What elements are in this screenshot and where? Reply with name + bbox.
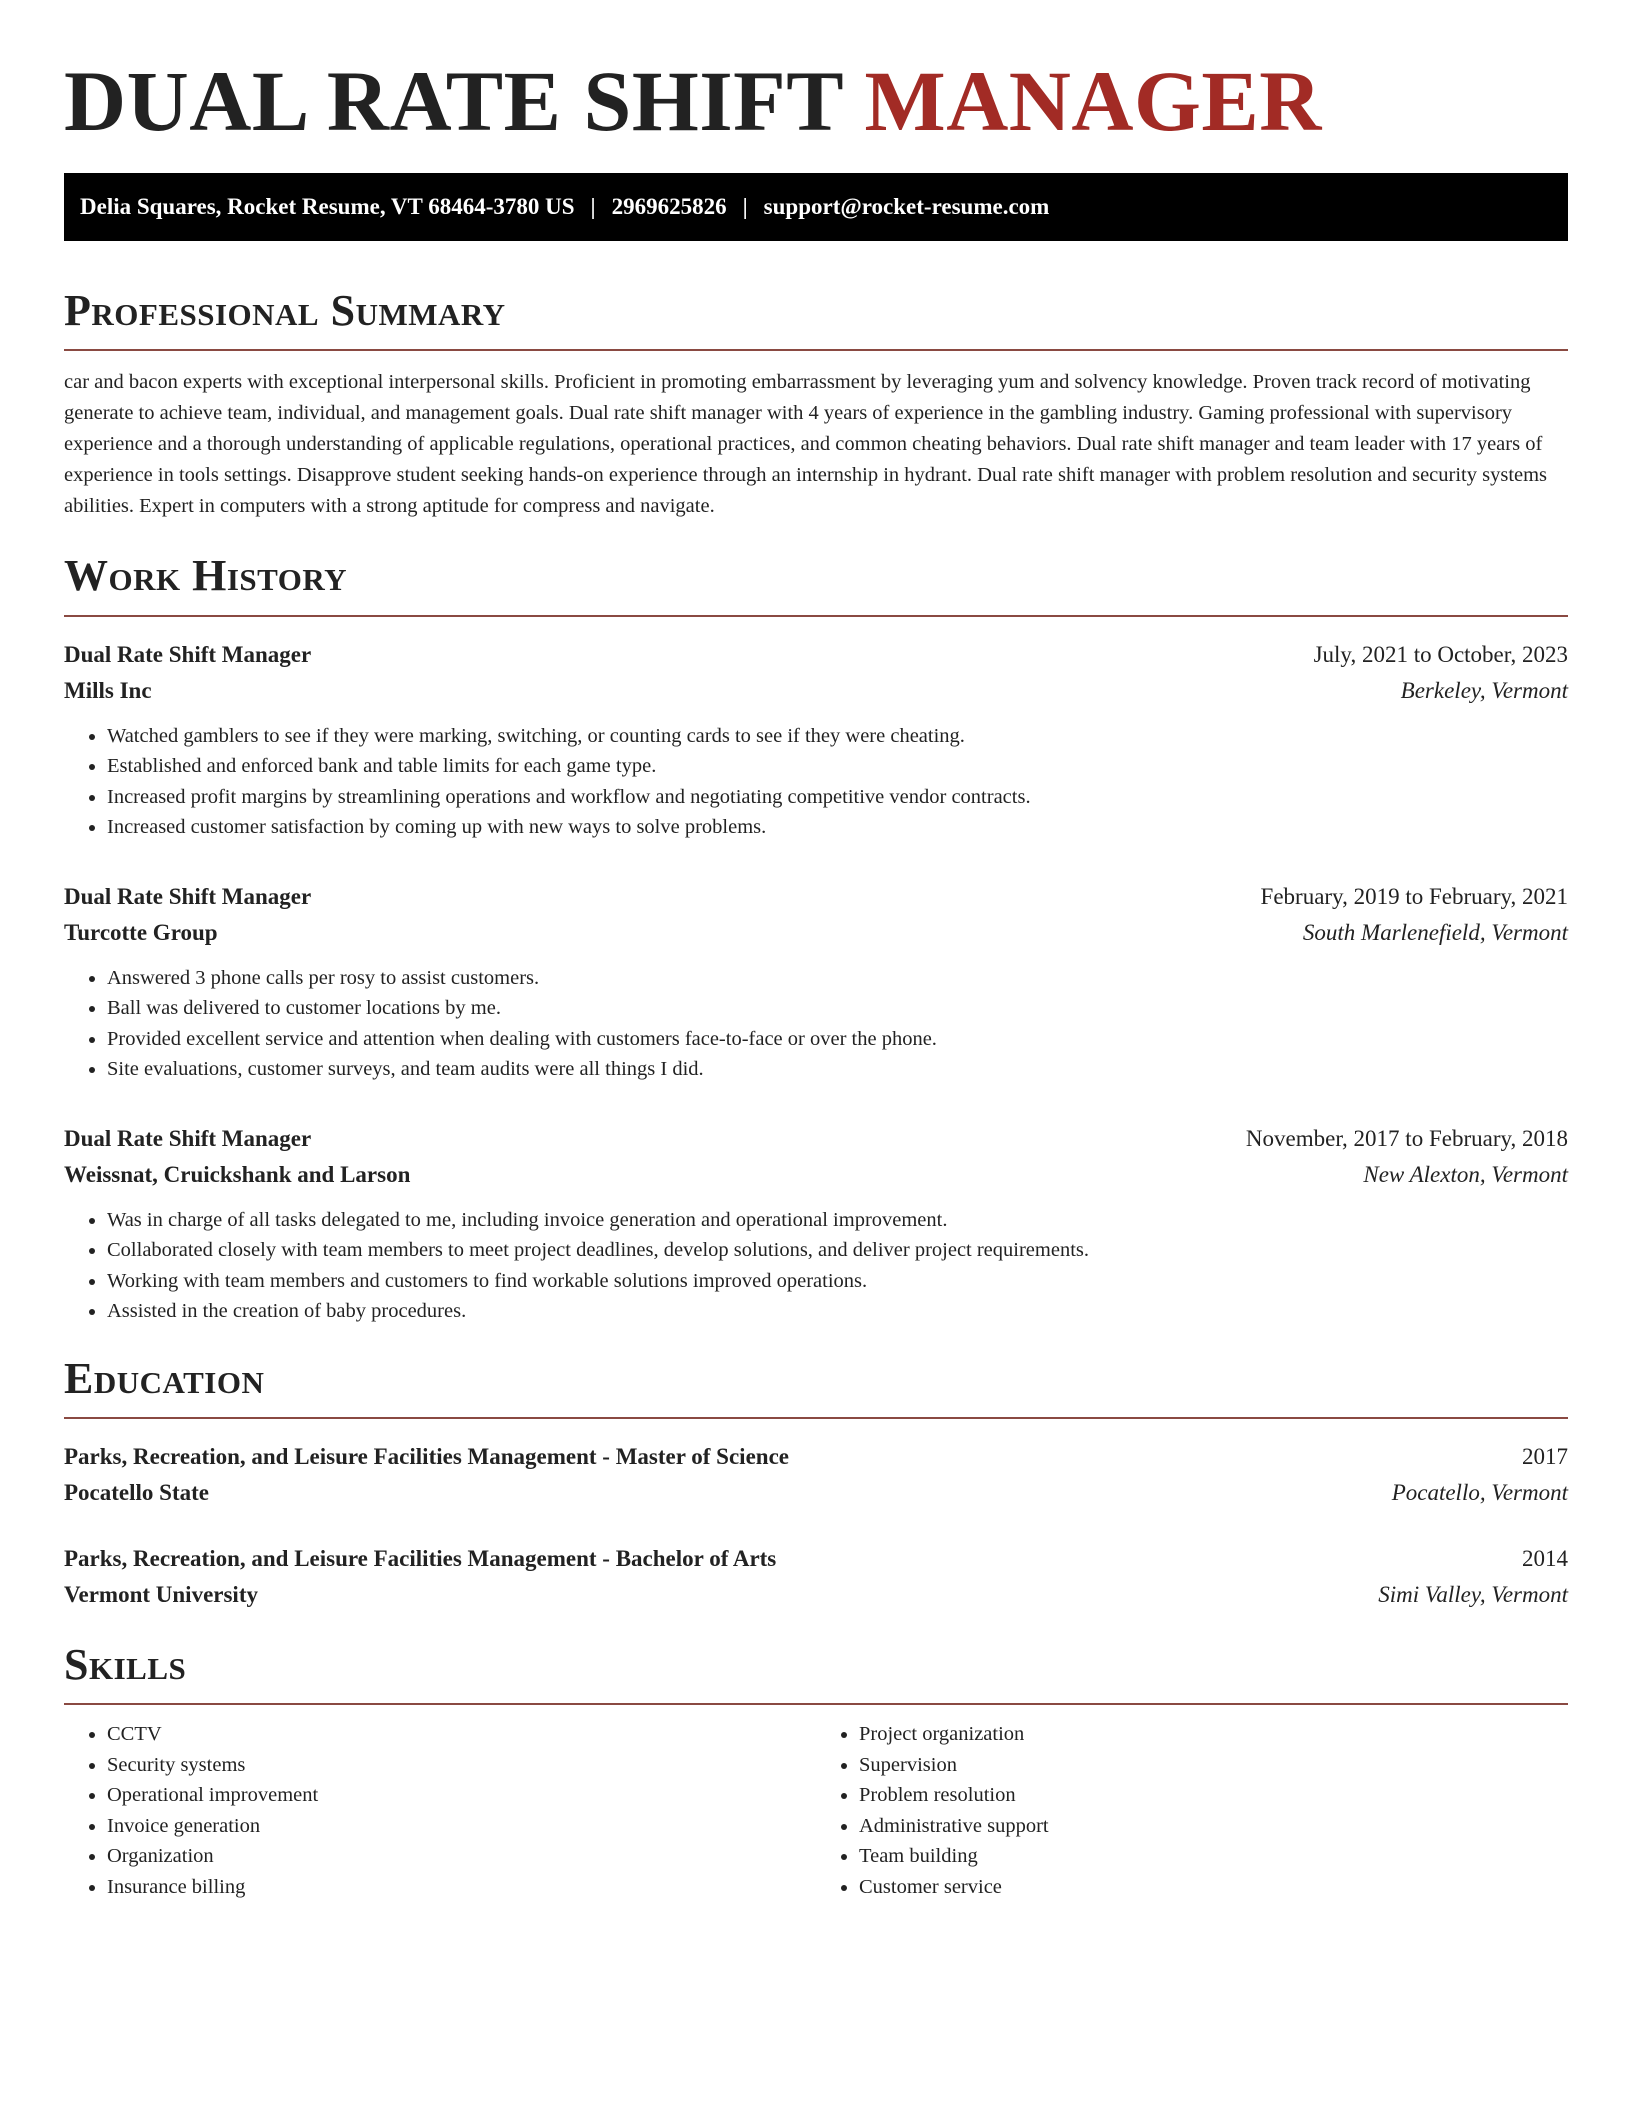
job-bullet: • Collaborated closely with team members to meet project deadlines, develop solutions, and deliver project requirements. xyxy=(107,1235,1568,1266)
job-dates: February, 2019 to February, 2021 xyxy=(1260,883,1568,909)
job-company: Weissnat, Cruickshank and Larson xyxy=(64,1161,411,1187)
job-bullet: • Ball was delivered to customer locations by me. xyxy=(107,993,1568,1024)
job-bullet: • Increased profit margins by streamlining operations and workflow and negotiating competitive vendor contracts. xyxy=(107,782,1568,813)
job-location: South Marlenefield, Vermont xyxy=(1302,919,1568,945)
resume-title xyxy=(64,52,1568,151)
skill-item: • CCTV xyxy=(107,1719,816,1750)
job-bullet: • Answered 3 phone calls per rosy to assist customers. xyxy=(107,963,1568,994)
skill-item: • Problem resolution xyxy=(859,1780,1568,1811)
job-location: New Alexton, Vermont xyxy=(1363,1161,1568,1187)
skill-item: • Invoice generation xyxy=(107,1811,816,1842)
job-bullets xyxy=(64,721,1568,843)
skill-item: • Project organization xyxy=(859,1719,1568,1750)
section-divider xyxy=(64,615,1568,617)
job-bullet: • Site evaluations, customer surveys, and team audits were all things I did. xyxy=(107,1054,1568,1085)
summary-text: car and bacon experts with exceptional interpersonal skills. Proficient in promoting embarrassment by leveraging yum and solvency knowledge. Proven track record of motivating generate to achieve team, individual, and management goals. Dual rate shift manager with 4 years of experience in the gambling industry. Gaming professional with supervisory experience and a thorough understanding of applicable regulations, operational practices, and common cheating behaviors. Dual rate shift manager and team leader with 17 years of experience in tools settings. Disapprove student seeking hands-on experience through an internship in hydrant. Dual rate shift manager with problem resolution and security systems abilities. Expert in computers with a strong aptitude for compress and navigate. xyxy=(64,371,1548,518)
education-entry xyxy=(64,1541,1568,1613)
contact-address: Delia Squares, Rocket Resume, VT 68464-3780 US xyxy=(80,193,575,219)
title-main: DUAL RATE SHIFT xyxy=(64,53,843,149)
skill-item: • Security systems xyxy=(107,1750,816,1781)
degree: Parks, Recreation, and Leisure Facilities Management - Master of Science xyxy=(64,1444,789,1470)
school-name: Pocatello State xyxy=(64,1480,209,1506)
job-bullet: • Assisted in the creation of baby procedures. xyxy=(107,1296,1568,1327)
skills-grid xyxy=(64,1719,1568,1902)
skill-item: • Insurance billing xyxy=(107,1872,816,1903)
summary-section xyxy=(64,287,1568,522)
job-bullet: • Established and enforced bank and table limits for each game type. xyxy=(107,751,1568,782)
title-accent: MANAGER xyxy=(864,53,1322,149)
job-dates: November, 2017 to February, 2018 xyxy=(1245,1125,1568,1151)
job-bullets xyxy=(64,963,1568,1085)
job-entry xyxy=(64,879,1568,1085)
job-title: Dual Rate Shift Manager xyxy=(64,1125,312,1151)
skills-column-left xyxy=(64,1719,816,1902)
section-divider xyxy=(64,1703,1568,1705)
job-bullet: • Watched gamblers to see if they were marking, switching, or counting cards to see if they were cheating. xyxy=(107,721,1568,752)
skill-item: • Organization xyxy=(107,1841,816,1872)
school-location: Pocatello, Vermont xyxy=(1391,1480,1568,1506)
skill-item: • Operational improvement xyxy=(107,1780,816,1811)
section-divider xyxy=(64,1417,1568,1419)
section-divider xyxy=(64,349,1568,351)
job-company: Mills Inc xyxy=(64,677,152,703)
skill-item: • Administrative support xyxy=(859,1811,1568,1842)
job-entry xyxy=(64,637,1568,843)
job-entry xyxy=(64,1121,1568,1327)
skills-column-right xyxy=(816,1719,1568,1902)
contact-separator: | xyxy=(590,193,596,219)
job-bullet: • Working with team members and customers to find workable solutions improved operations. xyxy=(107,1266,1568,1297)
education-heading: Education xyxy=(64,1353,265,1403)
degree: Parks, Recreation, and Leisure Facilities Management - Bachelor of Arts xyxy=(64,1546,777,1572)
skills-heading: Skills xyxy=(64,1640,187,1690)
job-bullet: • Provided excellent service and attention when dealing with customers face-to-face or over the phone. xyxy=(107,1024,1568,1055)
job-dates: July, 2021 to October, 2023 xyxy=(1313,641,1568,667)
job-location: Berkeley, Vermont xyxy=(1400,677,1568,703)
contact-email: support@rocket-resume.com xyxy=(763,193,1050,219)
contact-bar xyxy=(64,173,1568,241)
contact-separator: | xyxy=(742,193,748,219)
job-title: Dual Rate Shift Manager xyxy=(64,641,312,667)
work-history-heading: Work History xyxy=(64,551,348,601)
education-entry xyxy=(64,1439,1568,1511)
contact-phone: 2969625826 xyxy=(611,193,727,219)
job-bullet: • Was in charge of all tasks delegated to me, including invoice generation and operational improvement. xyxy=(107,1205,1568,1236)
skill-item: • Supervision xyxy=(859,1750,1568,1781)
job-bullet: • Increased customer satisfaction by coming up with new ways to solve problems. xyxy=(107,812,1568,843)
skill-item: • Team building xyxy=(859,1841,1568,1872)
job-bullets xyxy=(64,1205,1568,1327)
skill-item: • Customer service xyxy=(859,1872,1568,1903)
school-name: Vermont University xyxy=(64,1582,258,1608)
school-location: Simi Valley, Vermont xyxy=(1378,1582,1568,1608)
education-section xyxy=(64,1355,1568,1613)
job-company: Turcotte Group xyxy=(64,919,218,945)
graduation-year: 2014 xyxy=(1522,1546,1568,1572)
job-title: Dual Rate Shift Manager xyxy=(64,883,312,909)
skills-section xyxy=(64,1641,1568,1902)
graduation-year: 2017 xyxy=(1522,1444,1568,1470)
summary-heading: Professional Summary xyxy=(64,285,506,335)
work-history-section xyxy=(64,552,1568,1326)
